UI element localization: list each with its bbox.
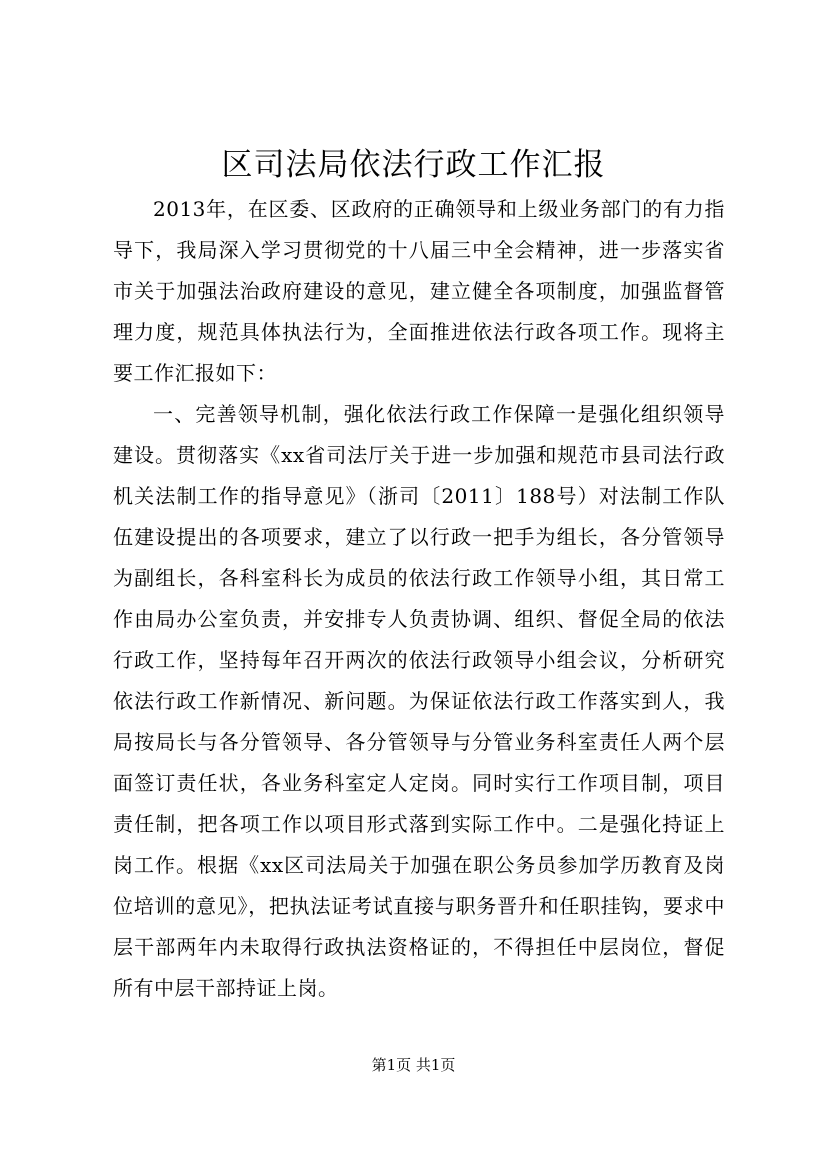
document-body [113, 189, 725, 1009]
page-footer: 第1页 共1页 [371, 1056, 456, 1074]
document-title: 区司法局依法行政工作汇报 [221, 147, 606, 183]
paragraph-section-one: 一、完善领导机制，强化依法行政工作保障一是强化组织领导建设。贯彻落实《xx省司法厅关于进一步加强和规范市县司法行政机关法制工作的指导意见》（浙司〔2011〕188号）对法制工作队伍建设提出的各项要求，建立了以行政一把手为组长，各分管领导为副组长，各科室科长为成员的依法行政工作领导小组，其日常工作由局办公室负责，并安排专人负责协调、组织、督促全局的依法行政工作，坚持每年召开两次的依法行政领导小组会议，分析研究依法行政工作新情况、新问题。为保证依法行政工作落实到人，我局按局长与各分管领导、各分管领导与分管业务科室责任人两个层面签订责任状，各业务科室定人定岗。同时实行工作项目制，项目责任制，把各项工作以项目形式落到实际工作中。二是强化持证上岗工作。根据《xx区司法局关于加强在职公务员参加学历教育及岗位培训的意见》，把执法证考试直接与职务晋升和任职挂钩，要求中层干部两年内未取得行政执法资格证的，不得担任中层岗位，督促所有中层干部持证上岗。 [113, 402, 725, 1000]
paragraph-intro: 2013年，在区委、区政府的正确领导和上级业务部门的有力指导下，我局深入学习贯彻党的十八届三中全会精神，进一步落实省市关于加强法治政府建设的意见，建立健全各项制度，加强监督管理力度，规范具体执法行为，全面推进依法行政各项工作。现将主要工作汇报如下： [113, 197, 725, 385]
